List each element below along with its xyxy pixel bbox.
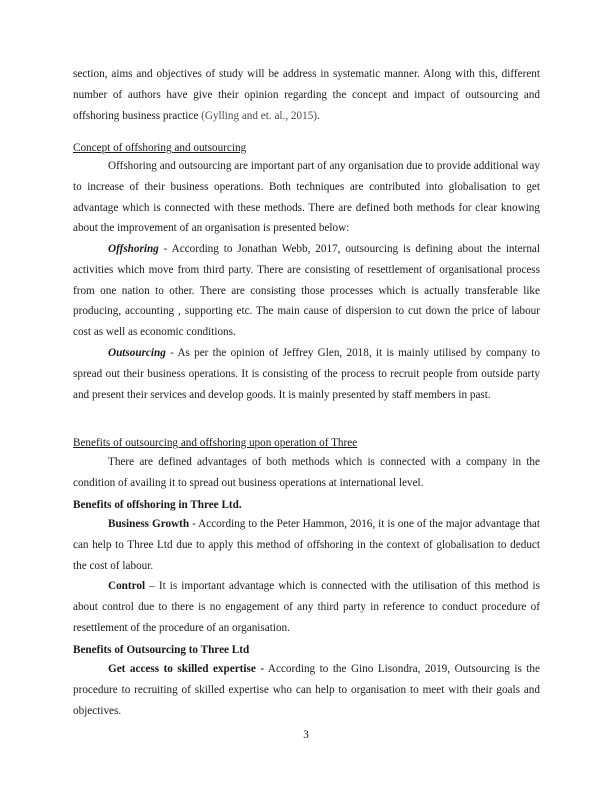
offshoring-text: - According to Jonathan Webb, 2017, outsourcing is defining about the internal activities which move from third party. There are consisting of resettlement of organisational process from one nation to other. There are consisting those processes which is actually transferable like producing, accounting , supporting etc. The main cause of dispersion to cut down the price of labour cost as well as economic conditions. (73, 243, 540, 339)
control-text: – It is important advantage which is connected with the utilisation of this method is about control due to there is no engagement of any third party in reference to conduct procedure of resettlement of the procedure of an organisation. (73, 580, 540, 634)
concept-paragraph: Offshoring and outsourcing are important part of any organisation due to provide additional way to increase of their business operations. Both techniques are contributed into globalisation to get advantage which is connected with these methods. There are defined both methods for clear knowing about the improvement of an organisation is presented below: (73, 160, 540, 235)
benefits-paragraph: There are defined advantages of both methods which is connected with a company in the condition of availing it to spread out business operations at international level. (73, 456, 540, 489)
offshoring-definition (73, 239, 540, 343)
outsourcing-term: Outsourcing (108, 347, 166, 359)
offshoring-benefits-heading: Benefits of offshoring in Three Ltd. (73, 499, 242, 511)
control-term: Control (108, 580, 146, 592)
intro-text: section, aims and objectives of study will be address in systematic manner. Along with this, different number of authors have give their opinion regarding the concept and impact of outsourcing and offshoring business practice (73, 68, 540, 122)
benefits-heading: Benefits of outsourcing and offshoring upon operation of Three (73, 437, 358, 449)
intro-end: . (317, 109, 320, 122)
outsourcing-definition (73, 343, 540, 405)
skilled-expertise-text: According to the Gino Lisondra, 2019, Outsourcing is the procedure to recruiting of skilled expertise who can help to organisation to meet with their goals and objectives. (73, 663, 540, 717)
skilled-expertise-term: Get access to skilled expertise - (108, 663, 265, 675)
business-growth-term: Business Growth (108, 518, 190, 530)
outsourcing-text: - As per the opinion of Jeffrey Glen, 2018, it is mainly utilised by company to spread out their business operations. It is consisting of the process to recruit people from outside party and present their services and develop goods. It is mainly presented by staff members in past. (73, 347, 540, 401)
page-number: 3 (303, 729, 309, 741)
business-growth-paragraph (73, 514, 540, 576)
skilled-expertise-paragraph (73, 659, 540, 721)
business-growth-text: - According to the Peter Hammon, 2016, it is one of the major advantage that can help to Three Ltd due to apply this method of offshoring in the context of globalisation to deduct the cost of labour. (73, 518, 540, 572)
control-paragraph (73, 576, 540, 638)
concept-heading: Concept of offshoring and outsourcing (73, 142, 247, 154)
outsourcing-benefits-heading: Benefits of Outsourcing to Three Ltd (73, 644, 250, 656)
intro-paragraph (73, 64, 540, 126)
offshoring-term: Offshoring (108, 243, 159, 255)
intro-citation: (Gylling and et. al., 2015) (201, 109, 318, 122)
